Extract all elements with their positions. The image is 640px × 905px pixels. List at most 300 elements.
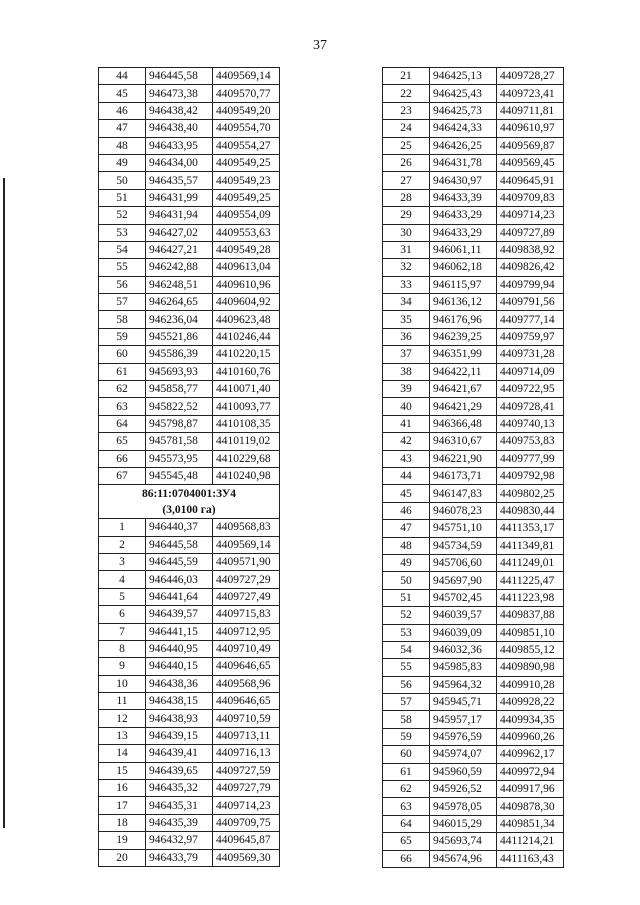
y-coordinate-cell: 4409723,41 bbox=[497, 85, 564, 102]
section-header-row bbox=[99, 502, 280, 519]
point-number-cell: 5 bbox=[99, 588, 146, 605]
y-coordinate-cell: 4411225,47 bbox=[497, 572, 564, 589]
table-row bbox=[99, 311, 280, 328]
x-coordinate-cell: 946440,37 bbox=[146, 519, 213, 536]
x-coordinate-cell: 945521,86 bbox=[146, 328, 213, 345]
y-coordinate-cell: 4409613,04 bbox=[213, 259, 280, 276]
x-coordinate-cell: 946435,32 bbox=[146, 780, 213, 797]
x-coordinate-cell: 946221,90 bbox=[430, 450, 497, 467]
table-row bbox=[99, 832, 280, 849]
table-row bbox=[383, 381, 564, 398]
table-row bbox=[99, 120, 280, 137]
point-number-cell: 60 bbox=[99, 346, 146, 363]
x-coordinate-cell: 946236,04 bbox=[146, 311, 213, 328]
point-number-cell: 59 bbox=[383, 728, 430, 745]
table-row bbox=[99, 606, 280, 623]
section-header-row bbox=[99, 485, 280, 502]
x-coordinate-cell: 945976,59 bbox=[430, 728, 497, 745]
table-row bbox=[383, 537, 564, 554]
y-coordinate-cell: 4409716,13 bbox=[213, 745, 280, 762]
point-number-cell: 2 bbox=[99, 536, 146, 553]
x-coordinate-cell: 946440,95 bbox=[146, 640, 213, 657]
table-row bbox=[383, 641, 564, 658]
point-number-cell: 56 bbox=[99, 276, 146, 293]
point-number-cell: 58 bbox=[99, 311, 146, 328]
y-coordinate-cell: 4409851,10 bbox=[497, 624, 564, 641]
point-number-cell: 54 bbox=[383, 641, 430, 658]
point-number-cell: 28 bbox=[383, 189, 430, 206]
table-row bbox=[383, 624, 564, 641]
x-coordinate-cell: 945978,05 bbox=[430, 798, 497, 815]
point-number-cell: 23 bbox=[383, 102, 430, 119]
y-coordinate-cell: 4410229,68 bbox=[213, 450, 280, 467]
x-coordinate-cell: 946435,31 bbox=[146, 797, 213, 814]
x-coordinate-cell: 946438,42 bbox=[146, 102, 213, 119]
x-coordinate-cell: 946078,23 bbox=[430, 502, 497, 519]
x-coordinate-cell: 946015,29 bbox=[430, 815, 497, 832]
x-coordinate-cell: 945697,90 bbox=[430, 572, 497, 589]
x-coordinate-cell: 945964,32 bbox=[430, 676, 497, 693]
point-number-cell: 58 bbox=[383, 711, 430, 728]
table-row bbox=[99, 68, 280, 85]
point-number-cell: 35 bbox=[383, 311, 430, 328]
table-row bbox=[99, 745, 280, 762]
point-number-cell: 25 bbox=[383, 137, 430, 154]
table-row bbox=[383, 694, 564, 711]
x-coordinate-cell: 945674,96 bbox=[430, 850, 497, 867]
table-row bbox=[99, 762, 280, 779]
point-number-cell: 47 bbox=[99, 120, 146, 137]
table-row bbox=[383, 363, 564, 380]
table-row bbox=[383, 172, 564, 189]
y-coordinate-cell: 4409554,27 bbox=[213, 137, 280, 154]
x-coordinate-cell: 946438,36 bbox=[146, 675, 213, 692]
table-row bbox=[383, 294, 564, 311]
y-coordinate-cell: 4409727,79 bbox=[213, 780, 280, 797]
table-row bbox=[99, 588, 280, 605]
point-number-cell: 61 bbox=[99, 363, 146, 380]
point-number-cell: 41 bbox=[383, 415, 430, 432]
x-coordinate-cell: 946435,57 bbox=[146, 172, 213, 189]
x-coordinate-cell: 945586,39 bbox=[146, 346, 213, 363]
point-number-cell: 4 bbox=[99, 571, 146, 588]
x-coordinate-cell: 945822,52 bbox=[146, 398, 213, 415]
table-row bbox=[383, 850, 564, 867]
point-number-cell: 8 bbox=[99, 640, 146, 657]
table-row bbox=[383, 833, 564, 850]
table-row bbox=[383, 207, 564, 224]
x-coordinate-cell: 946438,15 bbox=[146, 693, 213, 710]
point-number-cell: 27 bbox=[383, 172, 430, 189]
table-row bbox=[99, 467, 280, 484]
x-coordinate-cell: 946440,15 bbox=[146, 658, 213, 675]
x-coordinate-cell: 946032,36 bbox=[430, 641, 497, 658]
y-coordinate-cell: 4409791,56 bbox=[497, 294, 564, 311]
point-number-cell: 49 bbox=[383, 554, 430, 571]
x-coordinate-cell: 946427,21 bbox=[146, 241, 213, 258]
point-number-cell: 18 bbox=[99, 814, 146, 831]
point-number-cell: 47 bbox=[383, 520, 430, 537]
point-number-cell: 55 bbox=[99, 259, 146, 276]
x-coordinate-cell: 946173,71 bbox=[430, 467, 497, 484]
x-coordinate-cell: 946062,18 bbox=[430, 259, 497, 276]
point-number-cell: 32 bbox=[383, 259, 430, 276]
point-number-cell: 45 bbox=[99, 85, 146, 102]
x-coordinate-cell: 945798,87 bbox=[146, 415, 213, 432]
point-number-cell: 53 bbox=[99, 224, 146, 241]
y-coordinate-cell: 4409570,77 bbox=[213, 85, 280, 102]
x-coordinate-cell: 946433,79 bbox=[146, 849, 213, 866]
point-number-cell: 33 bbox=[383, 276, 430, 293]
x-coordinate-cell: 946039,57 bbox=[430, 607, 497, 624]
x-coordinate-cell: 946433,39 bbox=[430, 189, 497, 206]
point-number-cell: 3 bbox=[99, 553, 146, 570]
y-coordinate-cell: 4409646,65 bbox=[213, 693, 280, 710]
y-coordinate-cell: 4409710,59 bbox=[213, 710, 280, 727]
table-row bbox=[99, 415, 280, 432]
point-number-cell: 66 bbox=[383, 850, 430, 867]
table-row bbox=[99, 381, 280, 398]
table-row bbox=[383, 676, 564, 693]
y-coordinate-cell: 4410246,44 bbox=[213, 328, 280, 345]
y-coordinate-cell: 4410093,77 bbox=[213, 398, 280, 415]
page-number: 37 bbox=[313, 38, 327, 53]
y-coordinate-cell: 4409799,94 bbox=[497, 276, 564, 293]
table-row bbox=[383, 815, 564, 832]
x-coordinate-cell: 946147,83 bbox=[430, 485, 497, 502]
x-coordinate-cell: 946310,67 bbox=[430, 433, 497, 450]
point-number-cell: 55 bbox=[383, 659, 430, 676]
y-coordinate-cell: 4409960,26 bbox=[497, 728, 564, 745]
y-coordinate-cell: 4409777,99 bbox=[497, 450, 564, 467]
y-coordinate-cell: 4410108,35 bbox=[213, 415, 280, 432]
y-coordinate-cell: 4409709,75 bbox=[213, 814, 280, 831]
point-number-cell: 34 bbox=[383, 294, 430, 311]
point-number-cell: 48 bbox=[383, 537, 430, 554]
y-coordinate-cell: 4409569,45 bbox=[497, 154, 564, 171]
table-row bbox=[99, 259, 280, 276]
y-coordinate-cell: 4409727,29 bbox=[213, 571, 280, 588]
table-row bbox=[383, 224, 564, 241]
table-row bbox=[99, 346, 280, 363]
point-number-cell: 29 bbox=[383, 207, 430, 224]
table-row bbox=[99, 207, 280, 224]
y-coordinate-cell: 4409838,92 bbox=[497, 241, 564, 258]
x-coordinate-cell: 946434,00 bbox=[146, 154, 213, 171]
table-row bbox=[99, 398, 280, 415]
y-coordinate-cell: 4409549,28 bbox=[213, 241, 280, 258]
x-coordinate-cell: 946438,40 bbox=[146, 120, 213, 137]
table-row bbox=[383, 137, 564, 154]
point-number-cell: 13 bbox=[99, 727, 146, 744]
table-row bbox=[99, 328, 280, 345]
y-coordinate-cell: 4411249,01 bbox=[497, 554, 564, 571]
y-coordinate-cell: 4409569,14 bbox=[213, 536, 280, 553]
point-number-cell: 54 bbox=[99, 241, 146, 258]
point-number-cell: 11 bbox=[99, 693, 146, 710]
x-coordinate-cell: 946421,67 bbox=[430, 381, 497, 398]
y-coordinate-cell: 4409851,34 bbox=[497, 815, 564, 832]
point-number-cell: 64 bbox=[99, 415, 146, 432]
x-coordinate-cell: 946441,64 bbox=[146, 588, 213, 605]
point-number-cell: 51 bbox=[383, 589, 430, 606]
y-coordinate-cell: 4409731,28 bbox=[497, 346, 564, 363]
x-coordinate-cell: 945693,93 bbox=[146, 363, 213, 380]
x-coordinate-cell: 946425,43 bbox=[430, 85, 497, 102]
margin-bar bbox=[3, 178, 5, 828]
table-row bbox=[383, 328, 564, 345]
x-coordinate-cell: 945693,74 bbox=[430, 833, 497, 850]
x-coordinate-cell: 946425,13 bbox=[430, 68, 497, 85]
point-number-cell: 43 bbox=[383, 450, 430, 467]
table-row bbox=[99, 85, 280, 102]
y-coordinate-cell: 4409715,83 bbox=[213, 606, 280, 623]
table-row bbox=[383, 746, 564, 763]
x-coordinate-cell: 946061,11 bbox=[430, 241, 497, 258]
table-row bbox=[99, 571, 280, 588]
x-coordinate-cell: 946039,09 bbox=[430, 624, 497, 641]
table-row bbox=[99, 363, 280, 380]
x-coordinate-cell: 946242,88 bbox=[146, 259, 213, 276]
table-row bbox=[99, 710, 280, 727]
point-number-cell: 46 bbox=[99, 102, 146, 119]
table-row bbox=[99, 658, 280, 675]
coordinates-table-right bbox=[382, 67, 564, 868]
x-coordinate-cell: 945926,52 bbox=[430, 781, 497, 798]
table-row bbox=[383, 520, 564, 537]
y-coordinate-cell: 4411223,98 bbox=[497, 589, 564, 606]
x-coordinate-cell: 946431,94 bbox=[146, 207, 213, 224]
y-coordinate-cell: 4409753,83 bbox=[497, 433, 564, 450]
y-coordinate-cell: 4409554,70 bbox=[213, 120, 280, 137]
x-coordinate-cell: 946439,15 bbox=[146, 727, 213, 744]
point-number-cell: 12 bbox=[99, 710, 146, 727]
table-row bbox=[99, 780, 280, 797]
point-number-cell: 22 bbox=[383, 85, 430, 102]
y-coordinate-cell: 4409837,88 bbox=[497, 607, 564, 624]
point-number-cell: 63 bbox=[99, 398, 146, 415]
point-number-cell: 44 bbox=[99, 68, 146, 85]
y-coordinate-cell: 4409623,48 bbox=[213, 311, 280, 328]
point-number-cell: 16 bbox=[99, 780, 146, 797]
table-row bbox=[99, 189, 280, 206]
table-row bbox=[99, 450, 280, 467]
point-number-cell: 17 bbox=[99, 797, 146, 814]
table-row bbox=[99, 623, 280, 640]
table-row bbox=[383, 728, 564, 745]
point-number-cell: 67 bbox=[99, 467, 146, 484]
y-coordinate-cell: 4409792,98 bbox=[497, 467, 564, 484]
point-number-cell: 51 bbox=[99, 189, 146, 206]
y-coordinate-cell: 4409890,98 bbox=[497, 659, 564, 676]
x-coordinate-cell: 945734,59 bbox=[430, 537, 497, 554]
x-coordinate-cell: 946432,97 bbox=[146, 832, 213, 849]
y-coordinate-cell: 4410119,02 bbox=[213, 433, 280, 450]
table-row bbox=[383, 102, 564, 119]
point-number-cell: 37 bbox=[383, 346, 430, 363]
point-number-cell: 39 bbox=[383, 381, 430, 398]
point-number-cell: 61 bbox=[383, 763, 430, 780]
x-coordinate-cell: 946433,95 bbox=[146, 137, 213, 154]
x-coordinate-cell: 946445,59 bbox=[146, 553, 213, 570]
point-number-cell: 42 bbox=[383, 433, 430, 450]
point-number-cell: 53 bbox=[383, 624, 430, 641]
table-row bbox=[383, 241, 564, 258]
y-coordinate-cell: 4409553,63 bbox=[213, 224, 280, 241]
x-coordinate-cell: 946435,39 bbox=[146, 814, 213, 831]
y-coordinate-cell: 4409962,17 bbox=[497, 746, 564, 763]
point-number-cell: 14 bbox=[99, 745, 146, 762]
x-coordinate-cell: 945957,17 bbox=[430, 711, 497, 728]
table-row bbox=[383, 398, 564, 415]
table-row bbox=[99, 172, 280, 189]
y-coordinate-cell: 4409972,94 bbox=[497, 763, 564, 780]
y-coordinate-cell: 4409714,23 bbox=[213, 797, 280, 814]
y-coordinate-cell: 4409759,97 bbox=[497, 328, 564, 345]
y-coordinate-cell: 4409727,59 bbox=[213, 762, 280, 779]
x-coordinate-cell: 946439,65 bbox=[146, 762, 213, 779]
y-coordinate-cell: 4409569,14 bbox=[213, 68, 280, 85]
table-row bbox=[383, 485, 564, 502]
y-coordinate-cell: 4409714,23 bbox=[497, 207, 564, 224]
x-coordinate-cell: 946176,96 bbox=[430, 311, 497, 328]
x-coordinate-cell: 946264,65 bbox=[146, 294, 213, 311]
y-coordinate-cell: 4409855,12 bbox=[497, 641, 564, 658]
x-coordinate-cell: 946439,41 bbox=[146, 745, 213, 762]
point-number-cell: 46 bbox=[383, 502, 430, 519]
table-row bbox=[383, 798, 564, 815]
x-coordinate-cell: 945960,59 bbox=[430, 763, 497, 780]
table-row bbox=[383, 572, 564, 589]
y-coordinate-cell: 4409928,22 bbox=[497, 694, 564, 711]
x-coordinate-cell: 945985,83 bbox=[430, 659, 497, 676]
y-coordinate-cell: 4410071,40 bbox=[213, 381, 280, 398]
point-number-cell: 52 bbox=[99, 207, 146, 224]
y-coordinate-cell: 4410220,15 bbox=[213, 346, 280, 363]
table-row bbox=[383, 311, 564, 328]
table-row bbox=[383, 502, 564, 519]
table-row bbox=[99, 536, 280, 553]
section-title: 86:11:0704001:ЗУ4 bbox=[99, 485, 280, 502]
point-number-cell: 48 bbox=[99, 137, 146, 154]
point-number-cell: 36 bbox=[383, 328, 430, 345]
table-row bbox=[383, 433, 564, 450]
section-area: (3,0100 га) bbox=[99, 502, 280, 519]
y-coordinate-cell: 4409711,81 bbox=[497, 102, 564, 119]
point-number-cell: 65 bbox=[383, 833, 430, 850]
point-number-cell: 50 bbox=[383, 572, 430, 589]
point-number-cell: 38 bbox=[383, 363, 430, 380]
y-coordinate-cell: 4409713,11 bbox=[213, 727, 280, 744]
y-coordinate-cell: 4409714,09 bbox=[497, 363, 564, 380]
table-row bbox=[383, 415, 564, 432]
x-coordinate-cell: 946439,57 bbox=[146, 606, 213, 623]
table-row bbox=[99, 154, 280, 171]
y-coordinate-cell: 4409610,97 bbox=[497, 120, 564, 137]
point-number-cell: 64 bbox=[383, 815, 430, 832]
point-number-cell: 7 bbox=[99, 623, 146, 640]
y-coordinate-cell: 4409569,87 bbox=[497, 137, 564, 154]
y-coordinate-cell: 4409878,30 bbox=[497, 798, 564, 815]
table-row bbox=[383, 154, 564, 171]
x-coordinate-cell: 946431,78 bbox=[430, 154, 497, 171]
table-row bbox=[383, 259, 564, 276]
x-coordinate-cell: 946366,48 bbox=[430, 415, 497, 432]
y-coordinate-cell: 4409709,83 bbox=[497, 189, 564, 206]
point-number-cell: 30 bbox=[383, 224, 430, 241]
table-row bbox=[383, 589, 564, 606]
y-coordinate-cell: 4409934,35 bbox=[497, 711, 564, 728]
y-coordinate-cell: 4409830,44 bbox=[497, 502, 564, 519]
table-row bbox=[99, 433, 280, 450]
table-row bbox=[99, 640, 280, 657]
table-row bbox=[383, 659, 564, 676]
point-number-cell: 10 bbox=[99, 675, 146, 692]
y-coordinate-cell: 4410240,98 bbox=[213, 467, 280, 484]
point-number-cell: 63 bbox=[383, 798, 430, 815]
table-row bbox=[383, 68, 564, 85]
table-row bbox=[99, 727, 280, 744]
y-coordinate-cell: 4411163,43 bbox=[497, 850, 564, 867]
y-coordinate-cell: 4409727,49 bbox=[213, 588, 280, 605]
x-coordinate-cell: 946433,29 bbox=[430, 224, 497, 241]
x-coordinate-cell: 946136,12 bbox=[430, 294, 497, 311]
x-coordinate-cell: 945945,71 bbox=[430, 694, 497, 711]
x-coordinate-cell: 945751,10 bbox=[430, 520, 497, 537]
point-number-cell: 65 bbox=[99, 433, 146, 450]
y-coordinate-cell: 4409645,87 bbox=[213, 832, 280, 849]
table-row bbox=[383, 85, 564, 102]
point-number-cell: 19 bbox=[99, 832, 146, 849]
point-number-cell: 40 bbox=[383, 398, 430, 415]
y-coordinate-cell: 4409917,96 bbox=[497, 781, 564, 798]
table-row bbox=[99, 797, 280, 814]
table-row bbox=[99, 294, 280, 311]
table-row bbox=[383, 276, 564, 293]
x-coordinate-cell: 946426,25 bbox=[430, 137, 497, 154]
y-coordinate-cell: 4411349,81 bbox=[497, 537, 564, 554]
y-coordinate-cell: 4409710,49 bbox=[213, 640, 280, 657]
table-row bbox=[383, 450, 564, 467]
table-row bbox=[383, 763, 564, 780]
y-coordinate-cell: 4409722,95 bbox=[497, 381, 564, 398]
x-coordinate-cell: 946239,25 bbox=[430, 328, 497, 345]
y-coordinate-cell: 4409610,96 bbox=[213, 276, 280, 293]
point-number-cell: 21 bbox=[383, 68, 430, 85]
table-row bbox=[383, 120, 564, 137]
table-row bbox=[99, 553, 280, 570]
y-coordinate-cell: 4409569,30 bbox=[213, 849, 280, 866]
x-coordinate-cell: 945545,48 bbox=[146, 467, 213, 484]
y-coordinate-cell: 4409554,09 bbox=[213, 207, 280, 224]
table-row bbox=[99, 693, 280, 710]
y-coordinate-cell: 4409568,96 bbox=[213, 675, 280, 692]
y-coordinate-cell: 4409645,91 bbox=[497, 172, 564, 189]
point-number-cell: 62 bbox=[99, 381, 146, 398]
table-row bbox=[99, 102, 280, 119]
y-coordinate-cell: 4411353,17 bbox=[497, 520, 564, 537]
y-coordinate-cell: 4409777,14 bbox=[497, 311, 564, 328]
table-row bbox=[99, 276, 280, 293]
point-number-cell: 44 bbox=[383, 467, 430, 484]
x-coordinate-cell: 946431,99 bbox=[146, 189, 213, 206]
x-coordinate-cell: 945781,58 bbox=[146, 433, 213, 450]
x-coordinate-cell: 946430,97 bbox=[430, 172, 497, 189]
point-number-cell: 62 bbox=[383, 781, 430, 798]
table-row bbox=[99, 224, 280, 241]
x-coordinate-cell: 946446,03 bbox=[146, 571, 213, 588]
table-row bbox=[383, 346, 564, 363]
